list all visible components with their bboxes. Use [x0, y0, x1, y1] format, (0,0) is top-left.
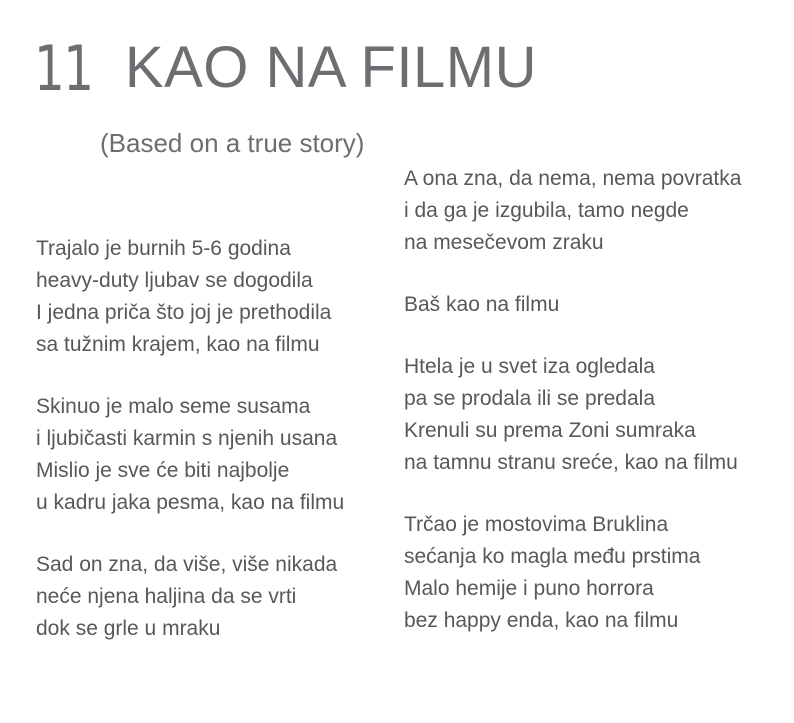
song-number: 11: [34, 32, 93, 105]
lyrics-stanza: [36, 549, 386, 645]
lyrics-stanza: [36, 391, 386, 519]
page-title: KAO NA FILMU: [124, 35, 537, 100]
lyrics-line: i ljubičasti karmin s njenih usana: [36, 427, 338, 450]
lyrics-line: sećanja ko magla među prstima: [404, 545, 701, 568]
lyrics-line: Baš kao na filmu: [404, 293, 560, 316]
song-subtitle: (Based on a true story): [100, 128, 365, 158]
lyrics-line: neće njena haljina da se vrti: [36, 585, 297, 608]
lyrics-line: Trajalo je burnih 5-6 godina: [36, 237, 291, 260]
lyrics-stanza: [404, 289, 784, 321]
lyrics-line: Malo hemije i puno horrora: [404, 577, 654, 600]
lyrics-line: bez happy enda, kao na filmu: [404, 609, 679, 632]
lyrics-column-right: [404, 163, 784, 637]
lyrics-line: pa se prodala ili se predala: [404, 387, 655, 410]
lyrics-stanza: [404, 163, 784, 259]
lyrics-line: u kadru jaka pesma, kao na filmu: [36, 491, 345, 514]
lyrics-line: na tamnu stranu sreće, kao na filmu: [404, 451, 738, 474]
lyrics-stanza: [36, 233, 386, 361]
lyrics-stanza: [404, 351, 784, 479]
lyrics-stanza: [404, 509, 784, 637]
lyrics-line: Htela je u svet iza ogledala: [404, 355, 655, 378]
lyrics-line: na mesečevom zraku: [404, 231, 604, 254]
lyrics-line: sa tužnim krajem, kao na filmu: [36, 333, 320, 356]
lyrics-line: Mislio je sve će biti najbolje: [36, 459, 290, 482]
lyrics-line: I jedna priča što joj je prethodila: [36, 301, 332, 324]
lyrics-line: dok se grle u mraku: [36, 617, 221, 640]
lyrics-line: Krenuli su prema Zoni sumraka: [404, 419, 696, 442]
lyrics-line: Sad on zna, da više, više nikada: [36, 553, 338, 576]
lyrics-line: heavy-duty ljubav se dogodila: [36, 269, 313, 292]
lyrics-line: Trčao je mostovima Bruklina: [404, 513, 669, 536]
lyrics-line: A ona zna, da nema, nema povratka: [404, 167, 742, 190]
lyrics-column-left: [36, 233, 386, 645]
lyrics-line: Skinuo je malo seme susama: [36, 395, 311, 418]
lyrics-line: i da ga je izgubila, tamo negde: [404, 199, 689, 222]
